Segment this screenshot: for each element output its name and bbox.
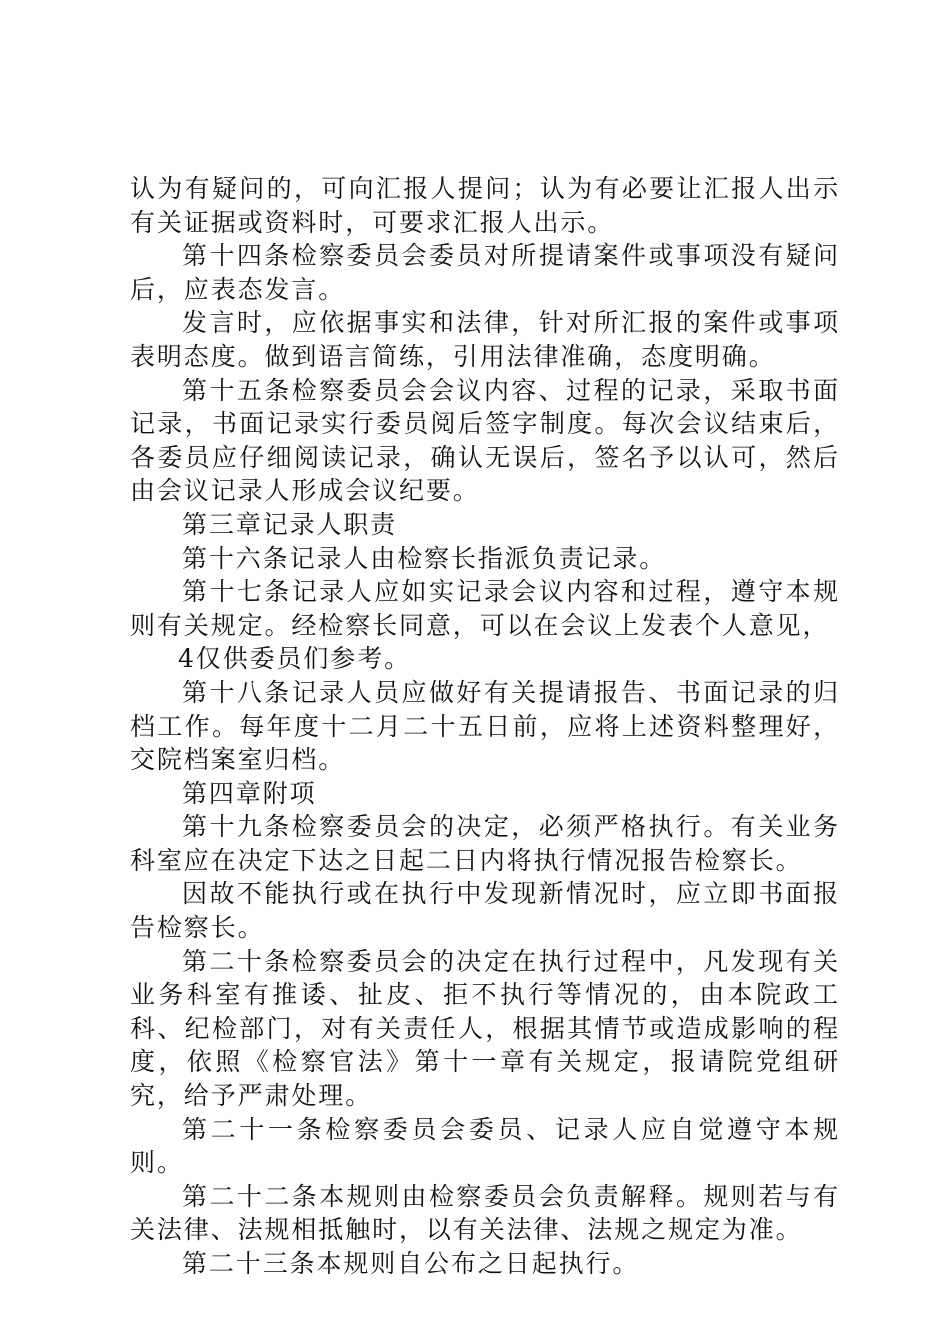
article-20: 第二十条检察委员会的决定在执行过程中，凡发现有关业务科室有推诿、扯皮、拒不执行等情况的，由本院政工科、纪检部门，对有关责任人，根据其情节或造成影响的程度，依照《检察官法》第十一章有关规定，报请院党组研究，给予严肃处理。 bbox=[130, 946, 840, 1111]
paragraph-continuation: 认为有疑问的，可向汇报人提问；认为有必要让汇报人出示有关证据或资料时，可要求汇报人出示。 bbox=[130, 174, 840, 237]
article-21: 第二十一条检察委员会委员、记录人应自觉遵守本规则。 bbox=[130, 1114, 840, 1178]
article-18: 第十八条记录人员应做好有关提请报告、书面记录的归档工作。每年度十二月二十五日前，应将上述资料整理好，交院档案室归档。 bbox=[130, 677, 840, 775]
article-23: 第二十三条本规则自公布之日起执行。 bbox=[182, 1249, 640, 1278]
paragraph-reference-only: 4仅供委员们参考。 bbox=[178, 644, 412, 674]
chapter-4-heading: 第四章附项 bbox=[182, 778, 317, 808]
paragraph-speaking: 发言时，应依据事实和法律，针对所汇报的案件或事项表明态度。做到语言简练，引用法律准确，态度明确。 bbox=[130, 308, 840, 371]
article-14: 第十四条检察委员会委员对所提请案件或事项没有疑问后，应表态发言。 bbox=[130, 241, 840, 304]
article-22: 第二十二条本规则由检察委员会负责解释。规则若与有关法律、法规相抵触时，以有关法律、法规之规定为准。 bbox=[130, 1181, 840, 1245]
article-17: 第十七条记录人应如实记录会议内容和过程，遵守本规则有关规定。经检察长同意，可以在会议上发表个人意见， bbox=[130, 577, 840, 640]
article-15: 第十五条检察委员会会议内容、过程的记录，采取书面记录，书面记录实行委员阅后签字制度。每次会议结束后，各委员应仔细阅读记录，确认无误后，签名予以认可，然后由会议记录人形成会议纪要。 bbox=[130, 375, 840, 506]
document-body bbox=[130, 172, 840, 1281]
paragraph-cannot-execute: 因故不能执行或在执行中发现新情况时，应立即书面报告检察长。 bbox=[130, 879, 840, 943]
article-19: 第十九条检察委员会的决定，必须严格执行。有关业务科室应在决定下达之日起二日内将执行情况报告检察长。 bbox=[130, 812, 840, 875]
chapter-3-heading: 第三章记录人职责 bbox=[182, 509, 398, 539]
article-16: 第十六条记录人由检察长指派负责记录。 bbox=[182, 543, 667, 573]
